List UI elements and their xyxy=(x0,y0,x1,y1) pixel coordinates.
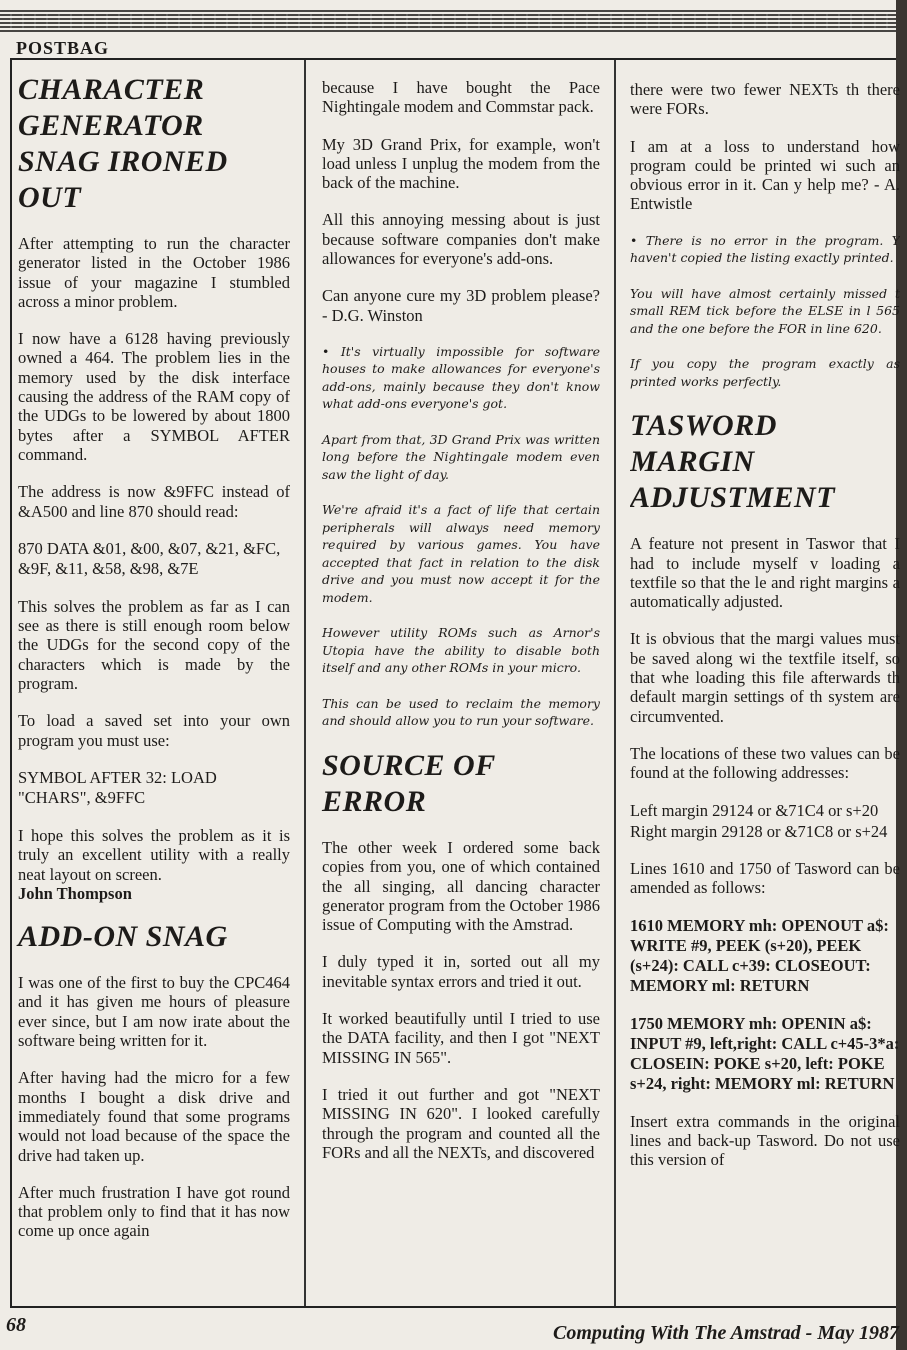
editor-reply: We're afraid it's a fact of life that certain peripherals will always need memory required by various games. You have accepted that fact in relation to the disk drive and you must now accept it for the modem. xyxy=(322,502,600,605)
letter-paragraph: The other week I ordered some back copies from you, one of which contained the all singing, all dancing character generator program from the October 1986 issue of Computing with the Amstrad. xyxy=(322,837,600,935)
code-listing: 1610 MEMORY mh: OPENOUT a$: WRITE #9, PEEK (s+20), PEEK (s+24): CALL c+39: CLOSEOUT: MEMORY ml: RETURN xyxy=(630,915,889,995)
letter-paragraph: To load a saved set into your own program you must use: xyxy=(18,711,290,750)
editor-reply: You will have almost certainly missed t small REM tick before the ELSE in l 565 and the one before the FOR in line 620. xyxy=(630,285,900,336)
letter-paragraph: I duly typed it in, sorted out all my inevitable syntax errors and tried it out. xyxy=(322,952,600,991)
letter-paragraph: because I have bought the Pace Nightingale modem and Commstar pack. xyxy=(322,78,600,117)
letter-paragraph: After attempting to run the character generator listed in the October 1986 issue of your magazine I stumbled across a minor problem. xyxy=(18,234,290,311)
letter-paragraph: I was one of the first to buy the CPC464 and it has given me hours of pleasure ever since, but I am now irate about the software being written for it. xyxy=(18,973,290,1051)
letter-paragraph: there were two fewer NEXTs th there were FORs. xyxy=(630,80,900,119)
column-divider-1 xyxy=(304,60,306,1306)
headline-source-of-error: SOURCE OF ERROR xyxy=(322,748,496,818)
section-label: POSTBAG xyxy=(16,38,110,58)
letter-paragraph: It worked beautifully until I tried to use the DATA facility, and then I got "NEXT MISSING IN 565". xyxy=(322,1009,600,1067)
frame-bottom-rule xyxy=(10,1306,907,1308)
letter-paragraph: It is obvious that the margi values must be saved along wi the textfile itself, so that whe loading this file afterwards th default margin settings of th system are circumvented. xyxy=(630,629,900,726)
letter-paragraph: After much frustration I have got round that problem only to find that it has now come up once again xyxy=(18,1182,290,1241)
frame-left-rule xyxy=(10,58,12,1308)
frame-top-rule xyxy=(10,58,907,60)
letter-paragraph: The locations of these two values can be found at the following addresses: xyxy=(630,743,900,783)
magazine-footer: Computing With The Amstrad - May 1987 xyxy=(553,1322,899,1344)
letter-signoff: I am at a loss to understand how program could be printed wi such an obvious error in it. Can y help me? - A. Entwistle xyxy=(630,136,900,214)
header-hatch-texture xyxy=(0,14,907,30)
page-number: 68 xyxy=(6,1314,26,1336)
code-listing: 1750 MEMORY mh: OPENIN a$: INPUT #9, left,right: CALL c+45-3*a: CLOSEIN: POKE s+20, left: POKE s+24, right: MEMORY ml: RETURN xyxy=(630,1013,900,1093)
column-divider-2 xyxy=(614,60,616,1306)
editor-reply: However utility ROMs such as Arnor's Utopia have the ability to disable both itself and any other ROMs in your micro. xyxy=(322,625,600,676)
letter-signature: John Thompson xyxy=(18,883,132,903)
letter-paragraph: I hope this solves the problem as it is truly an excellent utility with a really neat layout on screen. xyxy=(18,825,290,884)
letter-paragraph: I tried it out further and got "NEXT MISSING IN 620". I looked carefully through the program and counted all the FORs and all the NEXTs, and discovered xyxy=(322,1084,600,1162)
letter-paragraph: This solves the problem as far as I can see as there is still enough room below the UDGs for the second copy of the characters which is made by the program. xyxy=(18,596,290,694)
address-line: Left margin 29124 or &71C4 or s+20 xyxy=(630,800,879,820)
code-listing: SYMBOL AFTER 32: LOAD "CHARS", &9FFC xyxy=(18,767,217,807)
editor-reply: This can be used to reclaim the memory and should allow you to run your software. xyxy=(322,695,600,729)
editor-reply: Apart from that, 3D Grand Prix was written long before the Nightingale modem even saw the light of day. xyxy=(322,431,600,482)
address-line: Right margin 29128 or &71C8 or s+24 xyxy=(630,821,888,841)
headline-character-generator: CHARACTER GENERATOR SNAG IRONED OUT xyxy=(18,73,228,214)
letter-paragraph: My 3D Grand Prix, for example, won't load unless I unplug the modem from the back of the machine. xyxy=(322,134,600,193)
editor-reply: • There is no error in the program. Y haven't copied the listing exactly printed. xyxy=(630,232,900,266)
letter-signoff: Can anyone cure my 3D problem please? - D.G. Winston xyxy=(322,286,600,325)
letter-paragraph: Lines 1610 and 1750 of Tasword can be amended as follows: xyxy=(630,859,900,898)
editor-reply: • It's virtually impossible for software houses to make allowances for everyone's add-ons, mainly because they don't know what add-ons everyone's got. xyxy=(322,343,600,412)
letter-paragraph: Insert extra commands in the original lines and back-up Tasword. Do not use this version of xyxy=(630,1111,900,1170)
headline-tasword-margin: TASWORD MARGIN ADJUSTMENT xyxy=(630,409,836,515)
letter-paragraph: After having had the micro for a few months I bought a disk drive and immediately found that some programs would not load because of the space the drive had taken up. xyxy=(18,1068,290,1165)
editor-reply: If you copy the program exactly as printed works perfectly. xyxy=(630,356,900,389)
column-1 xyxy=(18,72,290,1259)
column-3 xyxy=(630,80,900,1306)
column-2 xyxy=(322,78,600,1180)
headline-add-on-snag: ADD-ON SNAG xyxy=(18,920,228,954)
letter-paragraph: I now have a 6128 having previously owned a 464. The problem lies in the memory used by the disk interface causing the address of the RAM copy of the UDGs to be lowered by about 1800 bytes after a SYMBOL AFTER command. xyxy=(18,329,290,464)
letter-paragraph: The address is now &9FFC instead of &A500 and line 870 should read: xyxy=(18,482,290,521)
letter-paragraph: All this annoying messing about is just because software companies don't make allowances for everyone's add-ons. xyxy=(322,210,600,269)
code-listing: 870 DATA &01, &00, &07, &21, &FC, &9F, &11, &58, &98, &7E xyxy=(18,538,281,578)
letter-paragraph: A feature not present in Taswor that I had to include myself v loading a textfile so that the le and right margins a automatically adjusted. xyxy=(630,534,900,612)
